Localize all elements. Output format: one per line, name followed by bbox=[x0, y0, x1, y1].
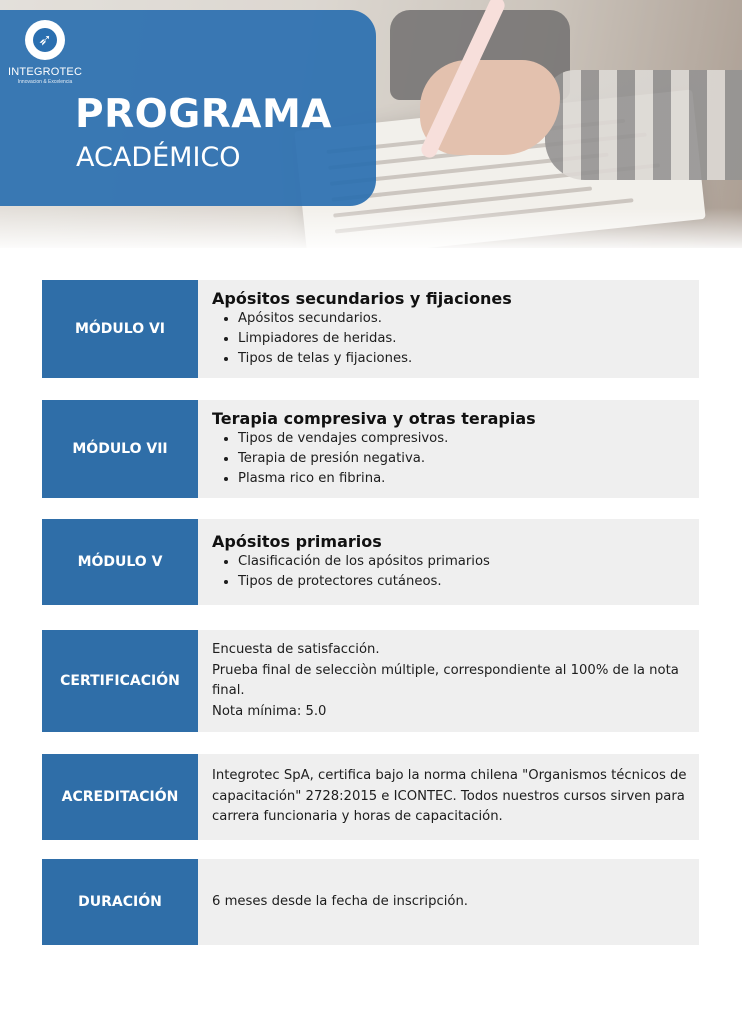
module-content bbox=[198, 280, 699, 378]
duration-text: 6 meses desde la fecha de inscripción. bbox=[212, 893, 469, 909]
module-topics bbox=[212, 552, 687, 592]
rocket-icon: ➶ bbox=[25, 20, 65, 60]
duration-label: DURACIÓN bbox=[42, 859, 198, 945]
module-content bbox=[198, 519, 699, 605]
topic-item: • Tipos de protectores cutáneos. bbox=[238, 572, 687, 592]
certification-label: CERTIFICACIÓN bbox=[42, 630, 198, 732]
accreditation-content bbox=[198, 754, 699, 840]
module-heading: Apósitos secundarios y fijaciones bbox=[212, 289, 512, 308]
accreditation-text: Integrotec SpA, certifica bajo la norma chilena "Organismos técnicos de capacitación" 2728:2015 e ICONTEC. Todos nuestros cursos sirven para carrera funcionaria y horas de capacitación. bbox=[212, 768, 687, 825]
module-label: MÓDULO VII bbox=[42, 400, 198, 498]
brand-logo bbox=[8, 20, 82, 85]
topic-item: • Limpiadores de heridas. bbox=[238, 329, 687, 349]
page-subtitle: ACADÉMICO bbox=[76, 142, 241, 173]
accreditation-row bbox=[42, 754, 699, 840]
certification-line: Prueba final de selecciòn múltiple, correspondiente al 100% de la nota final. bbox=[212, 662, 679, 698]
topic-item: • Terapia de presión negativa. bbox=[238, 449, 687, 469]
topic-item: • Plasma rico en fibrina. bbox=[238, 469, 687, 489]
topic-item: • Tipos de telas y fijaciones. bbox=[238, 349, 687, 369]
certification-line: Nota mínima: 5.0 bbox=[212, 703, 327, 719]
module-heading: Apósitos primarios bbox=[212, 532, 382, 551]
logo-tagline: Innovacion & Excelencia bbox=[17, 79, 73, 85]
topic-item: • Tipos de vendajes compresivos. bbox=[238, 429, 687, 449]
module-label: MÓDULO VI bbox=[42, 280, 198, 378]
logo-name: INTEGROTEC bbox=[8, 66, 83, 78]
topic-item: • Apósitos secundarios. bbox=[238, 309, 687, 329]
module-content bbox=[198, 400, 699, 498]
module-row bbox=[42, 280, 699, 378]
module-row bbox=[42, 400, 699, 498]
module-topics bbox=[212, 309, 687, 369]
certification-line: Encuesta de satisfacción. bbox=[212, 642, 380, 657]
module-label: MÓDULO V bbox=[42, 519, 198, 605]
module-topics bbox=[212, 429, 687, 489]
module-heading: Terapia compresiva y otras terapias bbox=[212, 409, 536, 428]
topic-item: • Clasificación de los apósitos primarios bbox=[238, 552, 687, 572]
certification-row bbox=[42, 630, 699, 732]
page-title: PROGRAMA bbox=[75, 92, 332, 137]
module-row bbox=[42, 519, 699, 605]
accreditation-label: ACREDITACIÓN bbox=[42, 754, 198, 840]
duration-row bbox=[42, 859, 699, 945]
duration-content bbox=[198, 859, 699, 945]
certification-content bbox=[198, 630, 699, 732]
